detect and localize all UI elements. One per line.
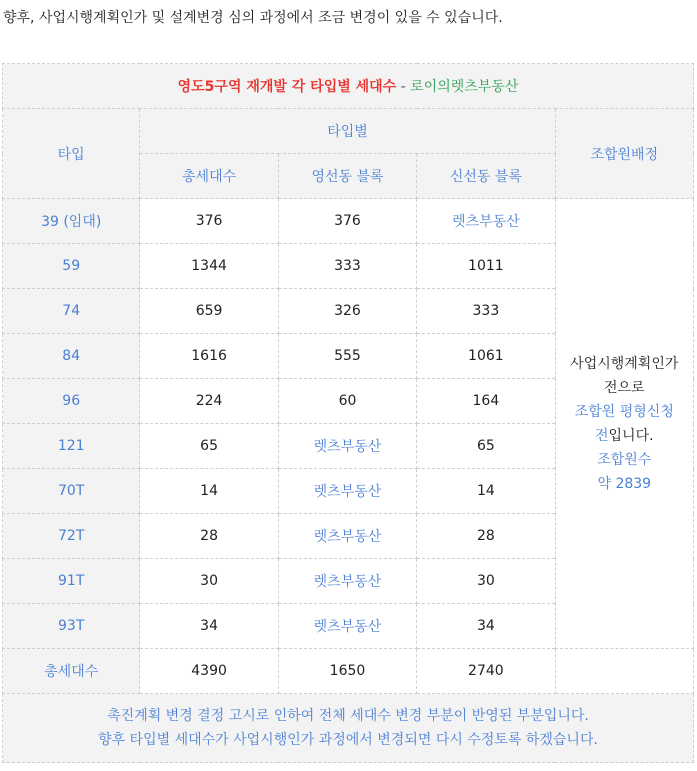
footer-note: [3, 694, 694, 763]
header-yeongseon: 영선동 블록: [278, 154, 416, 199]
yeongseon-cell: 렛츠부동산: [278, 424, 416, 469]
footer-row: [3, 694, 694, 763]
table-title-row: [3, 64, 694, 109]
title-source: 로이의렛츠부동산: [410, 79, 519, 95]
totals-total: 4390: [140, 649, 278, 694]
type-cell: 96: [3, 379, 140, 424]
header-total: 총세대수: [140, 154, 278, 199]
title-main: 영도5구역 재개발 각 타입별 세대수: [177, 79, 397, 95]
header-sinseon: 신선동 블록: [417, 154, 555, 199]
sinseon-cell: 34: [417, 604, 555, 649]
sinseon-cell: 1011: [417, 244, 555, 289]
type-cell: 72T: [3, 514, 140, 559]
sinseon-cell: 30: [417, 559, 555, 604]
sinseon-cell: 333: [417, 289, 555, 334]
table-title: [3, 64, 694, 109]
total-cell: 376: [140, 199, 278, 244]
table-row: [3, 199, 694, 244]
total-cell: 1344: [140, 244, 278, 289]
title-separator: -: [396, 79, 411, 95]
footer-line-2: 향후 타입별 세대수가 사업시행인가 과정에서 변경되면 다시 수정토록 하겠습니다.: [98, 732, 598, 748]
header-allocation: 조합원배정: [555, 109, 693, 199]
yeongseon-cell: 렛츠부동산: [278, 559, 416, 604]
type-cell: 91T: [3, 559, 140, 604]
allocation-line-1: 사업시행계획인가: [570, 355, 679, 372]
intro-notice: 향후, 사업시행계획인가 및 설계변경 심의 과정에서 조금 변경이 있을 수 있습니다.: [3, 10, 503, 26]
totals-label: 총세대수: [3, 649, 140, 694]
allocation-line-2: 전으로: [603, 379, 645, 396]
yeongseon-cell: 326: [278, 289, 416, 334]
allocation-line-4a: 전: [595, 427, 609, 444]
type-cell: 70T: [3, 469, 140, 514]
sinseon-cell: 28: [417, 514, 555, 559]
yeongseon-cell: 555: [278, 334, 416, 379]
yeongseon-cell: 렛츠부동산: [278, 469, 416, 514]
sinseon-cell: 렛츠부동산: [417, 199, 555, 244]
sinseon-cell: 14: [417, 469, 555, 514]
yeongseon-cell: 렛츠부동산: [278, 514, 416, 559]
totals-row: [3, 649, 694, 694]
totals-allocation-empty: [555, 649, 693, 694]
type-cell: 59: [3, 244, 140, 289]
type-cell: 74: [3, 289, 140, 334]
sinseon-cell: 1061: [417, 334, 555, 379]
allocation-note: [555, 199, 693, 649]
sinseon-cell: 164: [417, 379, 555, 424]
total-cell: 30: [140, 559, 278, 604]
total-cell: 34: [140, 604, 278, 649]
footer-line-1: 촉진계획 변경 결정 고시로 인하여 전체 세대수 변경 부분이 반영된 부분입니다.: [107, 708, 589, 724]
type-cell: 39 (임대): [3, 199, 140, 244]
type-cell: 93T: [3, 604, 140, 649]
header-type: 타입: [3, 109, 140, 199]
header-row-1: [3, 109, 694, 154]
yeongseon-cell: 렛츠부동산: [278, 604, 416, 649]
type-cell: 84: [3, 334, 140, 379]
allocation-line-4b: 입니다.: [608, 427, 654, 444]
allocation-line-6: 약 2839: [597, 475, 652, 492]
header-by-type: 타입별: [140, 109, 555, 154]
unit-type-table: [2, 63, 694, 763]
totals-sinseon: 2740: [417, 649, 555, 694]
yeongseon-cell: 376: [278, 199, 416, 244]
allocation-line-3: 조합원 평형신청: [574, 403, 674, 420]
total-cell: 224: [140, 379, 278, 424]
allocation-line-4: [556, 424, 693, 448]
total-cell: 659: [140, 289, 278, 334]
yeongseon-cell: 60: [278, 379, 416, 424]
yeongseon-cell: 333: [278, 244, 416, 289]
sinseon-cell: 65: [417, 424, 555, 469]
total-cell: 28: [140, 514, 278, 559]
total-cell: 14: [140, 469, 278, 514]
type-cell: 121: [3, 424, 140, 469]
totals-yeongseon: 1650: [278, 649, 416, 694]
allocation-line-5: 조합원수: [597, 451, 652, 468]
total-cell: 65: [140, 424, 278, 469]
total-cell: 1616: [140, 334, 278, 379]
